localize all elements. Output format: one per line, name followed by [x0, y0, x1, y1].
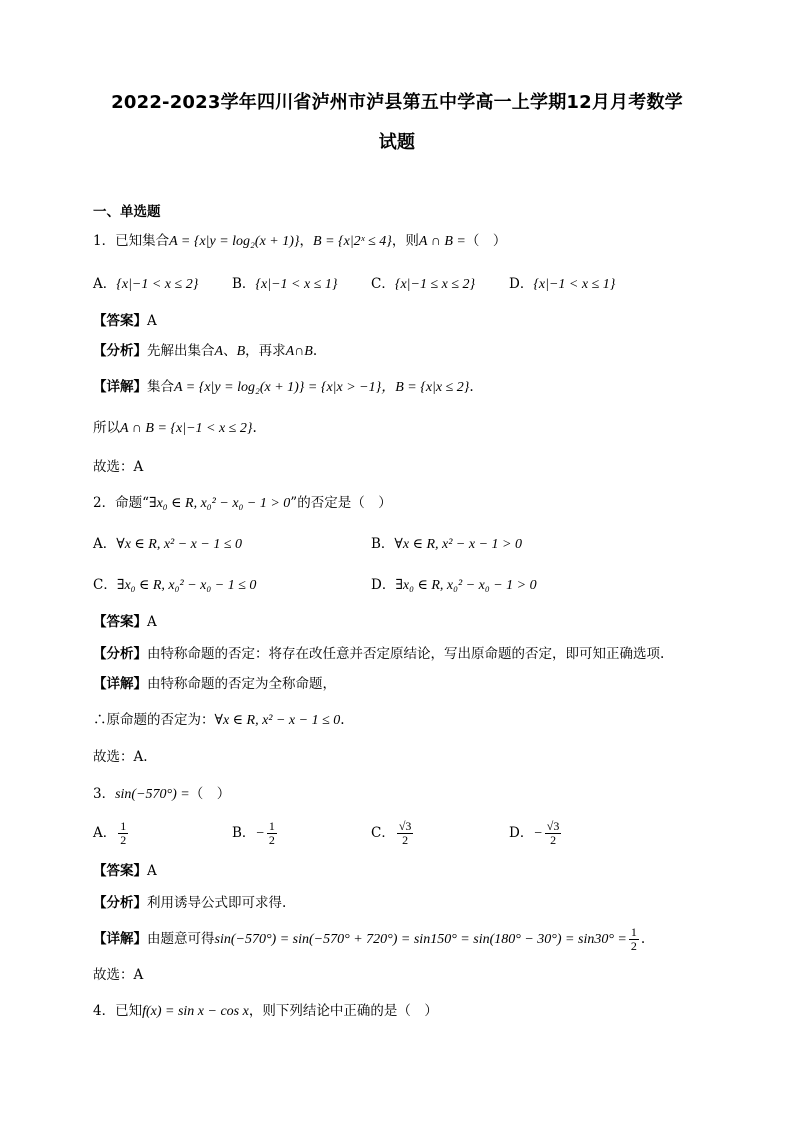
option-text: {x|−1 < x ≤ 1} — [255, 277, 338, 292]
option-fraction — [397, 820, 414, 847]
q2-analysis — [93, 645, 664, 663]
fraction-denominator: 2 — [550, 833, 557, 847]
detail-tag: 【详解】 — [93, 379, 147, 395]
option-label: A． — [93, 276, 117, 292]
q4-number: 4． — [93, 1003, 116, 1019]
detail-tag: 【详解】 — [93, 676, 147, 692]
analysis-text: 由特称命题的否定：将存在改任意并否定原结论，写出原命题的否定，即可知正确选项. — [147, 646, 665, 662]
q2-stem-pre: 命题“ — [115, 495, 149, 511]
q1-stem-pre: 已知集合 — [115, 233, 170, 249]
answer-tag: 【答案】 — [93, 863, 147, 879]
analysis-tag: 【分析】 — [93, 343, 147, 359]
q3-option-d — [509, 820, 563, 847]
fraction-denominator: 2 — [268, 833, 275, 847]
q2-therefore — [93, 711, 345, 730]
analysis-math: A∩B — [285, 344, 313, 359]
therefore-text: . — [340, 712, 345, 728]
q4-stem-post: ，则下列结论中正确的是（ ） — [248, 1003, 438, 1019]
doc-title-line2: 试题 — [378, 132, 416, 153]
q1-set-a: A = {x|y = log₂(x + 1)} — [169, 234, 300, 249]
detail-tag: 【详解】 — [93, 931, 147, 947]
q1-option-d — [509, 275, 615, 294]
fraction-denominator: 2 — [402, 833, 409, 847]
detail-math: sin(−570°) = sin(−570° + 720°) = sin150° = sin(180° − 30°) = sin30° = — [214, 932, 627, 947]
q1-choose: 故选：A — [93, 459, 144, 475]
therefore-math: ∀x ∈ R, x² − x − 1 ≤ 0 — [214, 713, 341, 728]
option-text: ∀x ∈ R, x² − x − 1 ≤ 0 — [116, 537, 243, 552]
q1-option-b — [232, 275, 337, 294]
q4-stem-math: f(x) = sin x − cos x — [142, 1004, 249, 1019]
option-fraction — [545, 820, 562, 847]
so-text: . — [252, 420, 257, 436]
q1-option-a — [93, 275, 198, 294]
fraction-numerator: √3 — [546, 819, 560, 833]
analysis-text: 利用诱导公式即可求得. — [147, 895, 287, 911]
fraction-denominator: 2 — [630, 939, 637, 953]
detail-text: 集合 — [147, 379, 174, 395]
q2-detail — [93, 675, 336, 693]
analysis-text: ，再求 — [245, 343, 286, 359]
q2-choose: 故选：A. — [93, 749, 148, 765]
q2-number: 2． — [93, 495, 116, 511]
analysis-text: 先解出集合 — [147, 343, 215, 359]
detail-math: A = {x|y = log₂(x + 1)} = {x|x > −1}，B = {x|x ≤ 2} — [174, 380, 470, 395]
option-label: C． — [371, 276, 395, 292]
q3-option-c — [371, 820, 415, 847]
q3-stem-post: （ ） — [189, 786, 231, 802]
q3-stem-math: sin(−570°) = — [115, 787, 190, 802]
option-label: D． — [509, 825, 534, 841]
analysis-math: A — [214, 344, 224, 359]
option-label: B． — [232, 825, 256, 841]
detail-text: 由题意可得 — [147, 931, 215, 947]
fraction-numerator: 1 — [120, 819, 127, 833]
analysis-tag: 【分析】 — [93, 895, 147, 911]
answer-value: A — [147, 313, 157, 329]
option-label: A． — [93, 536, 117, 552]
q2-option-c — [93, 576, 256, 595]
q3-stem — [93, 785, 230, 804]
q1-paren: （ ） — [465, 233, 507, 249]
q1-option-c — [371, 275, 475, 294]
option-text: {x|−1 < x ≤ 2} — [116, 277, 199, 292]
option-label: B． — [371, 536, 395, 552]
option-label: C． — [371, 825, 395, 841]
option-label: B． — [232, 276, 256, 292]
q4-stem-pre: 已知 — [115, 1003, 143, 1019]
fraction-numerator: 1 — [268, 819, 275, 833]
q3-option-a — [93, 820, 130, 847]
detail-text: 由特称命题的否定为全称命题， — [147, 676, 336, 692]
option-text: {x|−1 ≤ x ≤ 2} — [394, 277, 476, 292]
option-label: D． — [371, 577, 396, 593]
fraction-numerator: 1 — [630, 925, 637, 939]
section-heading: 一、单选题 — [93, 204, 161, 220]
q3-detail — [93, 926, 645, 953]
detail-text: . — [640, 931, 646, 947]
option-fraction — [118, 820, 128, 847]
q4-stem — [93, 1002, 438, 1021]
fraction-denominator: 2 — [120, 833, 127, 847]
q1-sep: ， — [299, 233, 314, 249]
option-text: ∃x₀ ∈ R, x₀² − x₀ − 1 ≤ 0 — [116, 578, 257, 593]
option-sign: − — [255, 826, 265, 841]
doc-title-line1: 2022-2023学年四川省泸州市泸县第五中学高一上学期12月月考数学 — [111, 92, 683, 113]
answer-tag: 【答案】 — [93, 313, 147, 329]
q3-answer — [93, 862, 157, 880]
so-math: A ∩ B = {x|−1 < x ≤ 2} — [120, 421, 253, 436]
q1-set-b: B = {x|2ˣ ≤ 4} — [313, 234, 392, 249]
q1-expr: A ∩ B = — [418, 234, 466, 249]
q3-option-b — [232, 820, 279, 847]
therefore-text: ∴原命题的否定为： — [93, 712, 215, 728]
so-text: 所以 — [93, 420, 120, 436]
q1-stem-post: ，则 — [391, 233, 419, 249]
analysis-tag: 【分析】 — [93, 646, 147, 662]
q1-stem — [93, 232, 506, 251]
analysis-text: 、 — [223, 343, 237, 359]
detail-fraction — [629, 926, 639, 953]
q3-analysis — [93, 894, 286, 912]
q1-detail — [93, 378, 474, 397]
q3-choose: 故选：A — [93, 967, 144, 983]
q2-answer — [93, 613, 157, 631]
option-text: {x|−1 < x ≤ 1} — [533, 277, 616, 292]
q1-so — [93, 419, 257, 438]
q3-number: 3． — [93, 786, 116, 802]
q1-number: 1． — [93, 233, 116, 249]
q2-option-d — [371, 576, 537, 595]
option-label: D． — [509, 276, 534, 292]
detail-text: . — [469, 379, 474, 395]
option-fraction — [267, 820, 277, 847]
q2-option-a — [93, 535, 242, 554]
q2-stem — [93, 494, 392, 513]
answer-value: A — [147, 863, 157, 879]
option-label: A． — [93, 825, 117, 841]
q2-stem-math: ∃x₀ ∈ R, x₀² − x₀ − 1 > 0 — [149, 496, 291, 511]
answer-tag: 【答案】 — [93, 614, 147, 630]
q2-stem-post: ”的否定是（ ） — [290, 495, 392, 511]
fraction-numerator: √3 — [398, 819, 412, 833]
answer-value: A — [147, 614, 157, 630]
analysis-math: B — [236, 344, 246, 359]
q1-analysis — [93, 342, 317, 361]
option-text: ∃x₀ ∈ R, x₀² − x₀ − 1 > 0 — [395, 578, 537, 593]
q1-answer — [93, 312, 157, 330]
option-text: ∀x ∈ R, x² − x − 1 > 0 — [394, 537, 522, 552]
analysis-text: . — [312, 343, 318, 359]
option-label: C． — [93, 577, 117, 593]
option-sign: − — [533, 826, 543, 841]
q2-option-b — [371, 535, 522, 554]
